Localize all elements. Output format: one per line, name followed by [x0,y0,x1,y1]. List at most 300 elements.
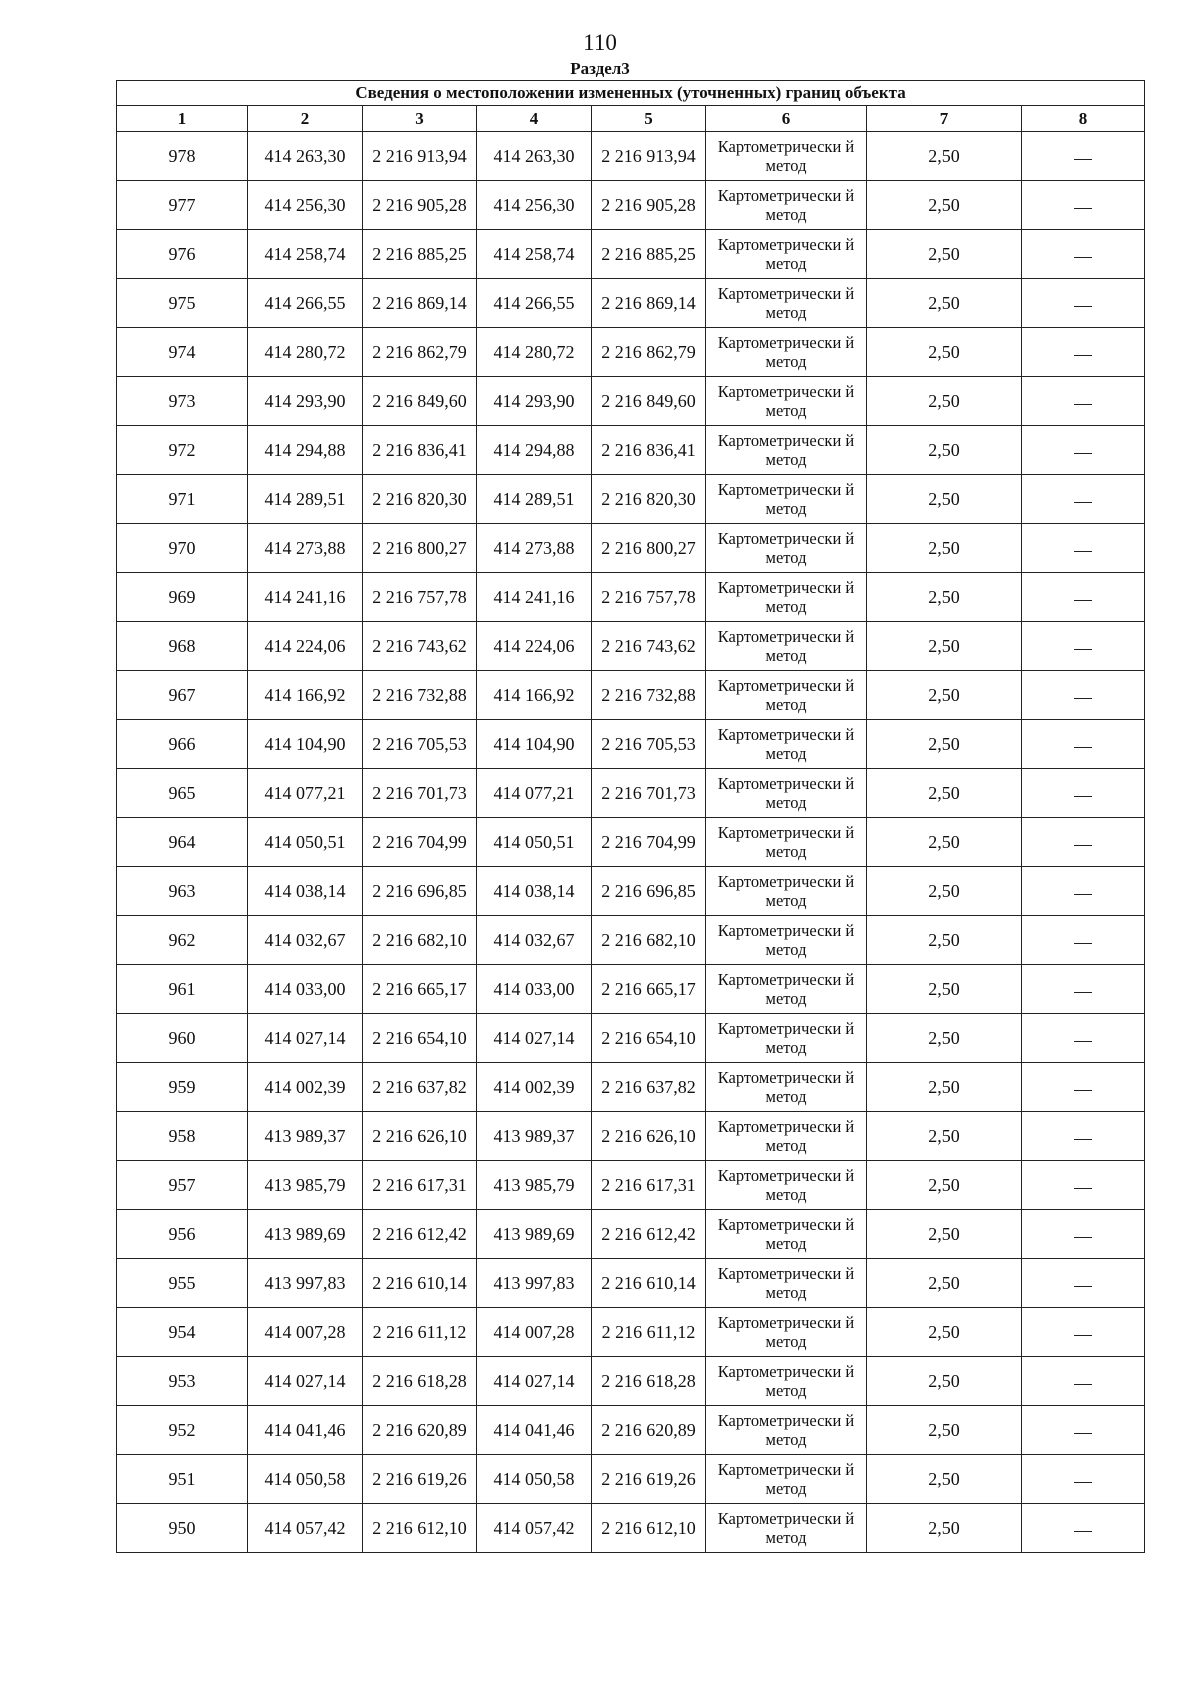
note-text [1092,1027,1093,1028]
method-cell: Картометрически й метод [706,818,867,867]
dash-mark [1074,649,1092,650]
x-coordinate-cell: 413 989,37 [248,1112,363,1161]
y-coordinate-cell: 2 216 612,10 [363,1504,477,1553]
point-number-cell: 967 [117,671,248,720]
y-coordinate-cell: 2 216 612,10 [592,1504,706,1553]
table-row [117,867,1145,916]
table-row [117,818,1145,867]
method-cell: Картометрически й метод [706,132,867,181]
dash-mark [1074,404,1092,405]
y-coordinate-cell: 2 216 696,85 [363,867,477,916]
accuracy-cell: 2,50 [867,818,1022,867]
y-coordinate-cell: 2 216 732,88 [363,671,477,720]
note-cell [1022,475,1145,524]
y-coordinate-cell: 2 216 820,30 [592,475,706,524]
x-coordinate-cell: 414 041,46 [477,1406,592,1455]
method-cell: Картометрически й метод [706,720,867,769]
y-coordinate-cell: 2 216 732,88 [592,671,706,720]
x-coordinate-cell: 414 050,58 [248,1455,363,1504]
dash-mark [1074,502,1092,503]
y-coordinate-cell: 2 216 849,60 [592,377,706,426]
x-coordinate-cell: 414 293,90 [477,377,592,426]
note-text [1092,831,1093,832]
y-coordinate-cell: 2 216 757,78 [363,573,477,622]
table-row [117,1455,1145,1504]
y-coordinate-cell: 2 216 905,28 [363,181,477,230]
note-text [1092,292,1093,293]
y-coordinate-cell: 2 216 682,10 [592,916,706,965]
point-number-cell: 956 [117,1210,248,1259]
point-number-cell: 953 [117,1357,248,1406]
column-number: 3 [363,106,477,132]
table-row [117,279,1145,328]
column-number: 6 [706,106,867,132]
method-cell: Картометрически й метод [706,279,867,328]
note-cell [1022,965,1145,1014]
table-row [117,524,1145,573]
y-coordinate-cell: 2 216 637,82 [363,1063,477,1112]
table-row [117,1014,1145,1063]
x-coordinate-cell: 414 032,67 [477,916,592,965]
y-coordinate-cell: 2 216 612,42 [363,1210,477,1259]
y-coordinate-cell: 2 216 862,79 [363,328,477,377]
y-coordinate-cell: 2 216 849,60 [363,377,477,426]
dash-mark [1074,943,1092,944]
dash-mark [1074,992,1092,993]
accuracy-cell: 2,50 [867,426,1022,475]
note-text [1092,537,1093,538]
y-coordinate-cell: 2 216 665,17 [363,965,477,1014]
y-coordinate-cell: 2 216 705,53 [363,720,477,769]
note-cell [1022,377,1145,426]
note-cell [1022,720,1145,769]
method-cell: Картометрически й метод [706,671,867,720]
point-number-cell: 969 [117,573,248,622]
accuracy-cell: 2,50 [867,1357,1022,1406]
section-title: Раздел3 [570,59,630,78]
x-coordinate-cell: 414 104,90 [477,720,592,769]
point-number-cell: 966 [117,720,248,769]
y-coordinate-cell: 2 216 913,94 [592,132,706,181]
note-text [1092,880,1093,881]
table-row [117,181,1145,230]
dash-mark [1074,747,1092,748]
x-coordinate-cell: 414 027,14 [477,1014,592,1063]
dash-mark [1074,1482,1092,1483]
note-text [1092,194,1093,195]
table-row [117,328,1145,377]
accuracy-cell: 2,50 [867,1308,1022,1357]
dash-mark [1074,1433,1092,1434]
x-coordinate-cell: 414 038,14 [477,867,592,916]
accuracy-cell: 2,50 [867,671,1022,720]
method-cell: Картометрически й метод [706,1063,867,1112]
y-coordinate-cell: 2 216 610,14 [363,1259,477,1308]
note-text [1092,243,1093,244]
x-coordinate-cell: 414 273,88 [477,524,592,573]
x-coordinate-cell: 414 041,46 [248,1406,363,1455]
point-number-cell: 974 [117,328,248,377]
y-coordinate-cell: 2 216 836,41 [363,426,477,475]
note-cell [1022,671,1145,720]
point-number-cell: 955 [117,1259,248,1308]
method-cell: Картометрически й метод [706,1357,867,1406]
method-cell: Картометрически й метод [706,867,867,916]
x-coordinate-cell: 413 985,79 [248,1161,363,1210]
note-cell [1022,1406,1145,1455]
y-coordinate-cell: 2 216 905,28 [592,181,706,230]
x-coordinate-cell: 414 002,39 [248,1063,363,1112]
accuracy-cell: 2,50 [867,132,1022,181]
dash-mark [1074,551,1092,552]
y-coordinate-cell: 2 216 704,99 [592,818,706,867]
accuracy-cell: 2,50 [867,279,1022,328]
y-coordinate-cell: 2 216 743,62 [363,622,477,671]
dash-mark [1074,698,1092,699]
method-cell: Картометрически й метод [706,965,867,1014]
method-cell: Картометрически й метод [706,1014,867,1063]
y-coordinate-cell: 2 216 654,10 [363,1014,477,1063]
point-number-cell: 973 [117,377,248,426]
x-coordinate-cell: 414 241,16 [477,573,592,622]
column-number: 5 [592,106,706,132]
x-coordinate-cell: 413 989,37 [477,1112,592,1161]
method-cell: Картометрически й метод [706,1406,867,1455]
note-cell [1022,230,1145,279]
x-coordinate-cell: 414 294,88 [477,426,592,475]
point-number-cell: 954 [117,1308,248,1357]
dash-mark [1074,355,1092,356]
y-coordinate-cell: 2 216 612,42 [592,1210,706,1259]
accuracy-cell: 2,50 [867,1063,1022,1112]
x-coordinate-cell: 413 989,69 [477,1210,592,1259]
y-coordinate-cell: 2 216 619,26 [363,1455,477,1504]
x-coordinate-cell: 414 050,51 [248,818,363,867]
x-coordinate-cell: 414 280,72 [477,328,592,377]
method-cell: Картометрически й метод [706,573,867,622]
note-text [1092,1076,1093,1077]
x-coordinate-cell: 414 294,88 [248,426,363,475]
note-cell [1022,181,1145,230]
method-cell: Картометрически й метод [706,230,867,279]
note-cell [1022,1504,1145,1553]
x-coordinate-cell: 413 985,79 [477,1161,592,1210]
note-cell [1022,328,1145,377]
method-cell: Картометрически й метод [706,1504,867,1553]
table-row [117,230,1145,279]
x-coordinate-cell: 414 002,39 [477,1063,592,1112]
note-cell [1022,1357,1145,1406]
note-cell [1022,867,1145,916]
table-row [117,573,1145,622]
x-coordinate-cell: 413 997,83 [477,1259,592,1308]
note-text [1092,1125,1093,1126]
table-row [117,965,1145,1014]
table-body [117,132,1145,1553]
column-number: 8 [1022,106,1145,132]
x-coordinate-cell: 414 027,14 [248,1014,363,1063]
note-cell [1022,1063,1145,1112]
y-coordinate-cell: 2 216 618,28 [592,1357,706,1406]
y-coordinate-cell: 2 216 869,14 [363,279,477,328]
note-cell [1022,1014,1145,1063]
method-cell: Картометрически й метод [706,1210,867,1259]
table-row [117,132,1145,181]
note-text [1092,1272,1093,1273]
note-text [1092,978,1093,979]
x-coordinate-cell: 414 104,90 [248,720,363,769]
note-cell [1022,1259,1145,1308]
note-cell [1022,1210,1145,1259]
y-coordinate-cell: 2 216 743,62 [592,622,706,671]
note-text [1092,341,1093,342]
note-cell [1022,769,1145,818]
x-coordinate-cell: 414 027,14 [248,1357,363,1406]
point-number-cell: 978 [117,132,248,181]
dash-mark [1074,1286,1092,1287]
method-cell: Картометрически й метод [706,1308,867,1357]
x-coordinate-cell: 414 293,90 [248,377,363,426]
y-coordinate-cell: 2 216 862,79 [592,328,706,377]
note-cell [1022,916,1145,965]
note-cell [1022,1161,1145,1210]
point-number-cell: 951 [117,1455,248,1504]
method-cell: Картометрически й метод [706,1161,867,1210]
table-row [117,720,1145,769]
x-coordinate-cell: 414 289,51 [477,475,592,524]
column-number: 7 [867,106,1022,132]
x-coordinate-cell: 414 224,06 [477,622,592,671]
point-number-cell: 960 [117,1014,248,1063]
y-coordinate-cell: 2 216 800,27 [592,524,706,573]
dash-mark [1074,1335,1092,1336]
accuracy-cell: 2,50 [867,1455,1022,1504]
dash-mark [1074,1090,1092,1091]
dash-mark [1074,600,1092,601]
table-row [117,1161,1145,1210]
x-coordinate-cell: 414 263,30 [248,132,363,181]
dash-mark [1074,796,1092,797]
method-cell: Картометрически й метод [706,1112,867,1161]
y-coordinate-cell: 2 216 620,89 [592,1406,706,1455]
x-coordinate-cell: 414 033,00 [248,965,363,1014]
y-coordinate-cell: 2 216 610,14 [592,1259,706,1308]
point-number-cell: 957 [117,1161,248,1210]
table-row [117,1210,1145,1259]
note-cell [1022,426,1145,475]
x-coordinate-cell: 414 050,58 [477,1455,592,1504]
accuracy-cell: 2,50 [867,328,1022,377]
x-coordinate-cell: 414 007,28 [248,1308,363,1357]
x-coordinate-cell: 414 038,14 [248,867,363,916]
accuracy-cell: 2,50 [867,573,1022,622]
x-coordinate-cell: 414 256,30 [477,181,592,230]
note-text [1092,488,1093,489]
point-number-cell: 965 [117,769,248,818]
accuracy-cell: 2,50 [867,230,1022,279]
y-coordinate-cell: 2 216 800,27 [363,524,477,573]
accuracy-cell: 2,50 [867,965,1022,1014]
note-text [1092,635,1093,636]
dash-mark [1074,306,1092,307]
x-coordinate-cell: 414 256,30 [248,181,363,230]
method-cell: Картометрически й метод [706,622,867,671]
point-number-cell: 952 [117,1406,248,1455]
note-text [1092,439,1093,440]
x-coordinate-cell: 414 007,28 [477,1308,592,1357]
x-coordinate-cell: 414 266,55 [477,279,592,328]
y-coordinate-cell: 2 216 836,41 [592,426,706,475]
y-coordinate-cell: 2 216 701,73 [592,769,706,818]
accuracy-cell: 2,50 [867,1259,1022,1308]
point-number-cell: 959 [117,1063,248,1112]
point-number-cell: 962 [117,916,248,965]
table-row [117,1063,1145,1112]
x-coordinate-cell: 414 273,88 [248,524,363,573]
accuracy-cell: 2,50 [867,1504,1022,1553]
note-text [1092,782,1093,783]
dash-mark [1074,453,1092,454]
note-text [1092,1321,1093,1322]
accuracy-cell: 2,50 [867,181,1022,230]
dash-mark [1074,894,1092,895]
note-text [1092,390,1093,391]
table-row [117,622,1145,671]
table-row [117,1259,1145,1308]
y-coordinate-cell: 2 216 885,25 [592,230,706,279]
point-number-cell: 950 [117,1504,248,1553]
x-coordinate-cell: 414 263,30 [477,132,592,181]
note-cell [1022,279,1145,328]
point-number-cell: 977 [117,181,248,230]
accuracy-cell: 2,50 [867,769,1022,818]
dash-mark [1074,1531,1092,1532]
x-coordinate-cell: 414 077,21 [477,769,592,818]
table-row [117,769,1145,818]
accuracy-cell: 2,50 [867,524,1022,573]
point-number-cell: 970 [117,524,248,573]
note-text [1092,586,1093,587]
point-number-cell: 958 [117,1112,248,1161]
note-text [1092,1174,1093,1175]
accuracy-cell: 2,50 [867,475,1022,524]
accuracy-cell: 2,50 [867,1210,1022,1259]
y-coordinate-cell: 2 216 617,31 [592,1161,706,1210]
note-text [1092,1468,1093,1469]
table-caption: Сведения о местоположении измененных (уточненных) границ объекта [117,81,1145,106]
method-cell: Картометрически й метод [706,426,867,475]
x-coordinate-cell: 414 166,92 [477,671,592,720]
x-coordinate-cell: 414 032,67 [248,916,363,965]
method-cell: Картометрически й метод [706,377,867,426]
x-coordinate-cell: 414 057,42 [477,1504,592,1553]
x-coordinate-cell: 414 280,72 [248,328,363,377]
dash-mark [1074,208,1092,209]
dash-mark [1074,845,1092,846]
column-number: 1 [117,106,248,132]
y-coordinate-cell: 2 216 617,31 [363,1161,477,1210]
note-cell [1022,1112,1145,1161]
method-cell: Картометрически й метод [706,181,867,230]
table-row [117,1112,1145,1161]
dash-mark [1074,257,1092,258]
x-coordinate-cell: 414 258,74 [248,230,363,279]
point-number-cell: 963 [117,867,248,916]
dash-mark [1074,1041,1092,1042]
dash-mark [1074,1188,1092,1189]
table-row [117,475,1145,524]
accuracy-cell: 2,50 [867,916,1022,965]
dash-mark [1074,1384,1092,1385]
x-coordinate-cell: 414 289,51 [248,475,363,524]
table-row [117,1504,1145,1553]
table-row [117,426,1145,475]
dash-mark [1074,159,1092,160]
column-number: 4 [477,106,592,132]
method-cell: Картометрически й метод [706,769,867,818]
method-cell: Картометрически й метод [706,524,867,573]
y-coordinate-cell: 2 216 682,10 [363,916,477,965]
page-number: 110 [583,30,617,55]
note-cell [1022,622,1145,671]
accuracy-cell: 2,50 [867,1161,1022,1210]
y-coordinate-cell: 2 216 913,94 [363,132,477,181]
note-cell [1022,132,1145,181]
y-coordinate-cell: 2 216 618,28 [363,1357,477,1406]
note-text [1092,1517,1093,1518]
table-row [117,1308,1145,1357]
table-row [117,1357,1145,1406]
column-number-row [117,106,1145,132]
method-cell: Картометрически й метод [706,475,867,524]
y-coordinate-cell: 2 216 696,85 [592,867,706,916]
y-coordinate-cell: 2 216 626,10 [592,1112,706,1161]
y-coordinate-cell: 2 216 701,73 [363,769,477,818]
accuracy-cell: 2,50 [867,1112,1022,1161]
note-text [1092,145,1093,146]
note-text [1092,1370,1093,1371]
y-coordinate-cell: 2 216 869,14 [592,279,706,328]
x-coordinate-cell: 414 027,14 [477,1357,592,1406]
y-coordinate-cell: 2 216 704,99 [363,818,477,867]
note-cell [1022,573,1145,622]
x-coordinate-cell: 414 077,21 [248,769,363,818]
table-row [117,377,1145,426]
point-number-cell: 975 [117,279,248,328]
accuracy-cell: 2,50 [867,867,1022,916]
note-cell [1022,1308,1145,1357]
y-coordinate-cell: 2 216 611,12 [363,1308,477,1357]
table-row [117,1406,1145,1455]
y-coordinate-cell: 2 216 665,17 [592,965,706,1014]
y-coordinate-cell: 2 216 885,25 [363,230,477,279]
point-number-cell: 971 [117,475,248,524]
dash-mark [1074,1237,1092,1238]
note-cell [1022,818,1145,867]
y-coordinate-cell: 2 216 654,10 [592,1014,706,1063]
point-number-cell: 968 [117,622,248,671]
y-coordinate-cell: 2 216 637,82 [592,1063,706,1112]
accuracy-cell: 2,50 [867,622,1022,671]
x-coordinate-cell: 414 224,06 [248,622,363,671]
note-cell [1022,1455,1145,1504]
note-text [1092,1223,1093,1224]
note-text [1092,929,1093,930]
x-coordinate-cell: 414 050,51 [477,818,592,867]
x-coordinate-cell: 413 989,69 [248,1210,363,1259]
accuracy-cell: 2,50 [867,1406,1022,1455]
y-coordinate-cell: 2 216 757,78 [592,573,706,622]
